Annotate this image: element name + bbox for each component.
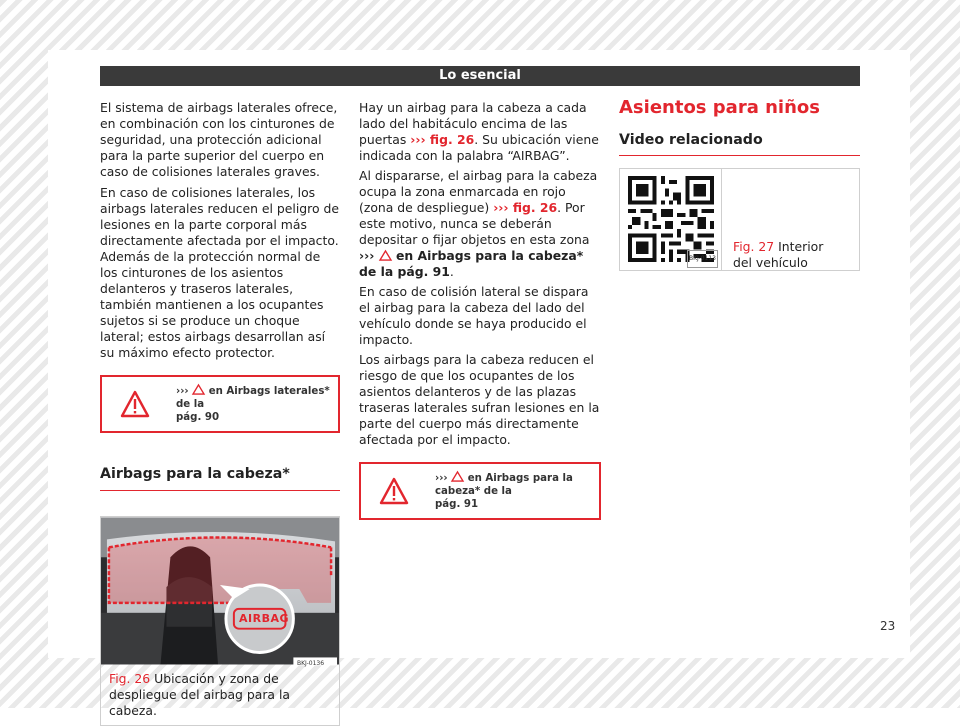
reference-arrows: ›››	[176, 386, 189, 397]
text: . Por este motivo, nunca se deberán depositar o fijar objetos en esta zona	[359, 200, 590, 247]
figure-label: Fig. 27	[733, 239, 775, 254]
warning-triangle-icon	[192, 384, 205, 395]
paragraph	[359, 168, 601, 280]
caption-text: Ubicación y zona de despliegue del airbag para la cabeza.	[109, 671, 290, 718]
warning-box	[100, 375, 340, 433]
qr-code-panel[interactable]	[620, 169, 722, 270]
figure-27	[619, 168, 860, 271]
airbag-interior-image	[101, 517, 339, 665]
section-title: Airbags para la cabeza*	[100, 466, 340, 491]
warning-page[interactable]: pág. 91	[435, 499, 479, 510]
paragraph	[359, 100, 601, 164]
text: .	[449, 264, 454, 279]
image-code: BKJ-0136	[297, 660, 325, 667]
warning-link[interactable]: en Airbags laterales* de la	[176, 386, 330, 410]
warning-box	[359, 462, 601, 520]
figure-caption	[101, 665, 339, 725]
paragraph: En caso de colisiones laterales, los airbags laterales reducen el peligro de lesiones en la parte corporal más directamente afectada por el impacto. Además de la protección normal de los cinturones de los asientos delanteros y traseros laterales, también mantienen a los ocupantes sujetos si se produce un choque lateral; estos airbags desarrollan así su máximo efecto protector.	[100, 185, 339, 360]
page-number: 23	[880, 619, 896, 633]
column-middle	[359, 100, 601, 520]
warning-link[interactable]: en Airbags para la cabeza* de la pág. 91	[359, 248, 584, 279]
warning-triangle-icon	[379, 477, 409, 505]
section-title: Video relacionado	[619, 132, 860, 156]
reference-arrows: ›››	[435, 473, 448, 484]
warning-page[interactable]: pág. 90	[176, 412, 220, 423]
warning-text	[176, 384, 338, 424]
warning-triangle-icon	[451, 471, 464, 482]
figure-label: Fig. 26	[109, 671, 151, 686]
paragraph: En caso de colisión lateral se dispara el airbag para la cabeza del lado del vehículo donde se haya producido el impacto.	[359, 284, 589, 347]
caption-text: Interior del vehículo	[733, 239, 824, 270]
text: . Su ubicación viene indicada con la palabra “AIRBAG”.	[359, 132, 599, 163]
paragraph: El sistema de airbags laterales ofrece, en combinación con los cinturones de seguridad, una protección adicional para la parte superior del cuerpo en caso de colisiones laterales graves.	[100, 100, 338, 179]
chapter-title: Asientos para niños	[619, 97, 820, 118]
page-header: Lo esencial	[100, 66, 860, 86]
text: Hay un airbag para la cabeza a cada lado del habitáculo encima de las puertas	[359, 100, 587, 147]
image-code: BKJ-0113	[687, 250, 718, 268]
warning-triangle-icon	[379, 250, 392, 261]
figure-ref-link[interactable]: ››› fig. 26	[493, 200, 558, 215]
figure-ref-link[interactable]: ››› fig. 26	[410, 132, 475, 147]
figure-caption	[722, 169, 842, 270]
text: Al dispararse, el airbag para la cabeza ocupa la zona enmarcada en rojo (zona de despliegue)	[359, 168, 598, 215]
airbag-text: AIRBAG	[239, 612, 290, 625]
reference-arrows: ›››	[359, 248, 375, 263]
warning-text	[435, 471, 599, 511]
paragraph: Los airbags para la cabeza reducen el riesgo de que los ocupantes de los asientos delanteros y de las plazas traseras laterales sufran lesiones en la parte del cuerpo más directamente afectada por el impacto.	[359, 352, 600, 447]
warning-link[interactable]: en Airbags para la cabeza* de la	[435, 473, 573, 497]
warning-triangle-icon	[120, 390, 150, 418]
column-right	[619, 97, 860, 271]
column-left	[100, 100, 340, 726]
figure-26	[100, 516, 340, 726]
